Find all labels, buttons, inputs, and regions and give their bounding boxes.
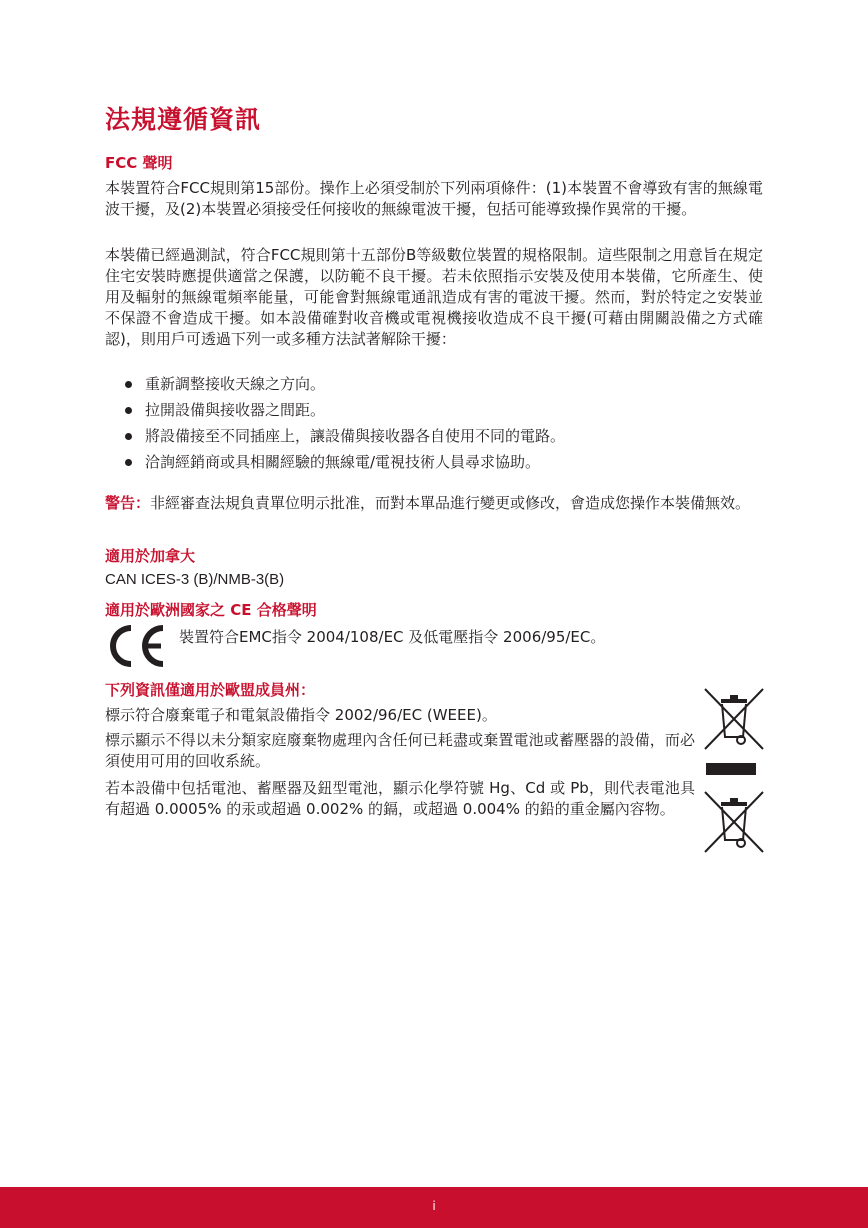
bullet-icon — [125, 459, 132, 466]
ce-heading: 適用於歐洲國家之 CE 合格聲明 — [105, 601, 317, 619]
warning-text: 非經審查法規負責單位明示批准，而對本單品進行變更或修改，會造成您操作本裝備無效。 — [150, 494, 751, 512]
eu-paragraph-3: 若本設備中包括電池、蓄壓器及鈕型電池，顯示化學符號 Hg、Cd 或 Pb，則代表電池具有超過 0.0005% 的汞或超過 0.002% 的鎘，或超過 0.004% 的鉛的重金屬內容物。 — [105, 779, 695, 818]
ce-mark-icon — [105, 624, 167, 668]
list-item: 拉開設備與接收器之間距。 — [105, 400, 565, 426]
list-item: 洽詢經銷商或具相關經驗的無線電/電視技術人員尋求協助。 — [105, 452, 565, 478]
fcc-warning — [105, 493, 763, 514]
eu-heading: 下列資訊僅適用於歐盟成員州： — [105, 681, 316, 699]
page-title: 法規遵循資訊 — [105, 105, 262, 134]
fcc-heading: FCC 聲明 — [105, 154, 173, 172]
bullet-icon — [125, 381, 132, 388]
weee-battery-bin-icon — [703, 790, 765, 854]
eu-paragraph-1: 標示符合廢棄電子和電氣設備指令 2002/96/EC (WEEE)。 — [105, 706, 497, 724]
list-item: 將設備接至不同插座上，讓設備與接收器各自使用不同的電路。 — [105, 426, 565, 452]
fcc-paragraph-2: 本裝備已經過測試，符合FCC規則第十五部份B等級數位裝置的規格限制。這些限制之用意旨在規定住宅安裝時應提供適當之保護，以防範不良干擾。若未依照指示安裝及使用本裝備，它所產生、使用及輻射的無線電頻率能量，可能會對無線電通訊造成有害的電波干擾。然而，對於特定之安裝並不保證不會造成干擾。如本設備確對收音機或電視機接收造成不良干擾(可藉由開關設備之方式確認)，則用戶可透過下列一或多種方法試著解除干擾： — [105, 246, 763, 348]
canada-heading: 適用於加拿大 — [105, 547, 196, 565]
warning-label: 警告： — [105, 494, 151, 512]
weee-bar-marker — [706, 763, 756, 775]
list-item: 重新調整接收天線之方向。 — [105, 374, 565, 400]
page-footer — [0, 1187, 868, 1228]
canada-compliance-text: CAN ICES-3 (B)/NMB-3(B) — [105, 571, 285, 588]
weee-bin-icon — [703, 687, 765, 751]
bullet-icon — [125, 407, 132, 414]
bullet-icon — [125, 433, 132, 440]
fcc-paragraph-1: 本裝置符合FCC規則第15部份。操作上必須受制於下列兩項條件：(1)本裝置不會導致有害的無線電波干擾，及(2)本裝置必須接受任何接收的無線電波干擾，包括可能導致操作異常的干擾。 — [105, 179, 763, 218]
page-number: i — [432, 1199, 436, 1213]
ce-compliance-text: 裝置符合EMC指令 2004/108/EC 及低電壓指令 2006/95/EC。 — [179, 628, 606, 646]
eu-paragraph-2: 標示顯示不得以未分類家庭廢棄物處理內含任何已耗盡或棄置電池或蓄壓器的設備，而必須使用可用的回收系統。 — [105, 731, 695, 770]
fcc-remedy-list — [105, 374, 565, 478]
